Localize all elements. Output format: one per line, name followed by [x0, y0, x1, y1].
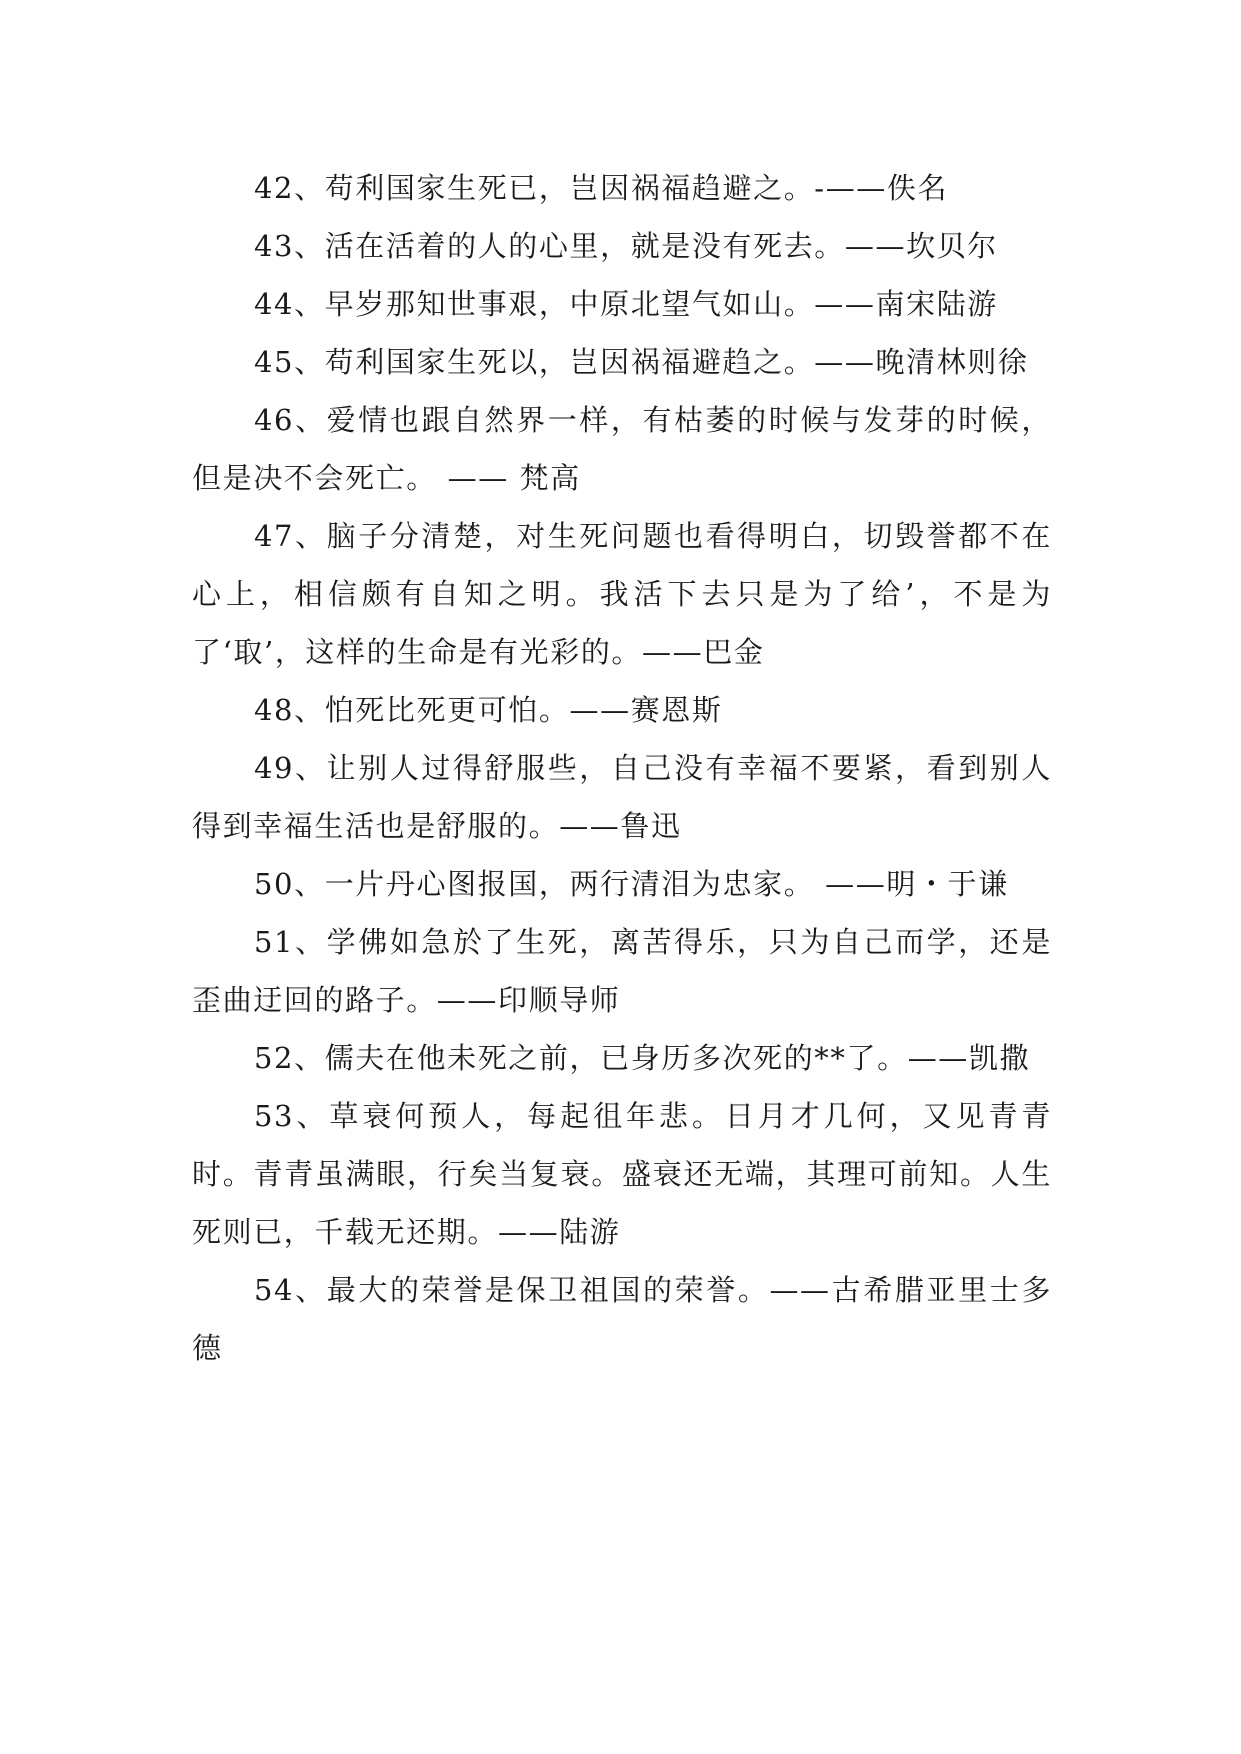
quote-list — [192, 159, 1052, 1377]
quote-47: 47、脑子分清楚，对生死问题也看得明白，切毁誉都不在心上，相信颇有自知之明。我活下去只是为了给’，不是为了‘取’，这样的生命是有光彩的。——巴金 — [192, 519, 1052, 669]
quote-53: 53、草衰何预人，每起徂年悲。日月才几何，又见青青时。青青虽满眼，行矣当复衰。盛衰还无端，其理可前知。人生死则已，千载无还期。——陆游 — [192, 1099, 1052, 1249]
quote-42: 42、苟利国家生死已，岂因祸福趋避之。-——佚名 — [254, 171, 949, 205]
quote-44: 44、早岁那知世事艰，中原北望气如山。——南宋陆游 — [254, 287, 998, 321]
quote-49: 49、让别人过得舒服些，自己没有幸福不要紧，看到别人得到幸福生活也是舒服的。——鲁迅 — [192, 751, 1052, 843]
quote-50: 50、一片丹心图报国，两行清泪为忠家。 ——明・于谦 — [254, 867, 1009, 901]
quote-43: 43、活在活着的人的心里，就是没有死去。——坎贝尔 — [254, 229, 998, 263]
quote-45: 45、苟利国家生死以，岂因祸福避趋之。——晚清林则徐 — [254, 345, 1029, 379]
quote-48: 48、怕死比死更可怕。——赛恩斯 — [254, 693, 723, 727]
quote-52: 52、儒夫在他未死之前，已身历多次死的**了。——凯撒 — [254, 1041, 1031, 1075]
quote-54: 54、最大的荣誉是保卫祖国的荣誉。——古希腊亚里士多德 — [192, 1273, 1052, 1365]
quote-51: 51、学佛如急於了生死，离苦得乐，只为自己而学，还是歪曲迂回的路子。——印顺导师 — [192, 925, 1052, 1017]
quote-46: 46、爱情也跟自然界一样，有枯萎的时候与发芽的时候，但是决不会死亡。 —— 梵高 — [192, 403, 1052, 495]
